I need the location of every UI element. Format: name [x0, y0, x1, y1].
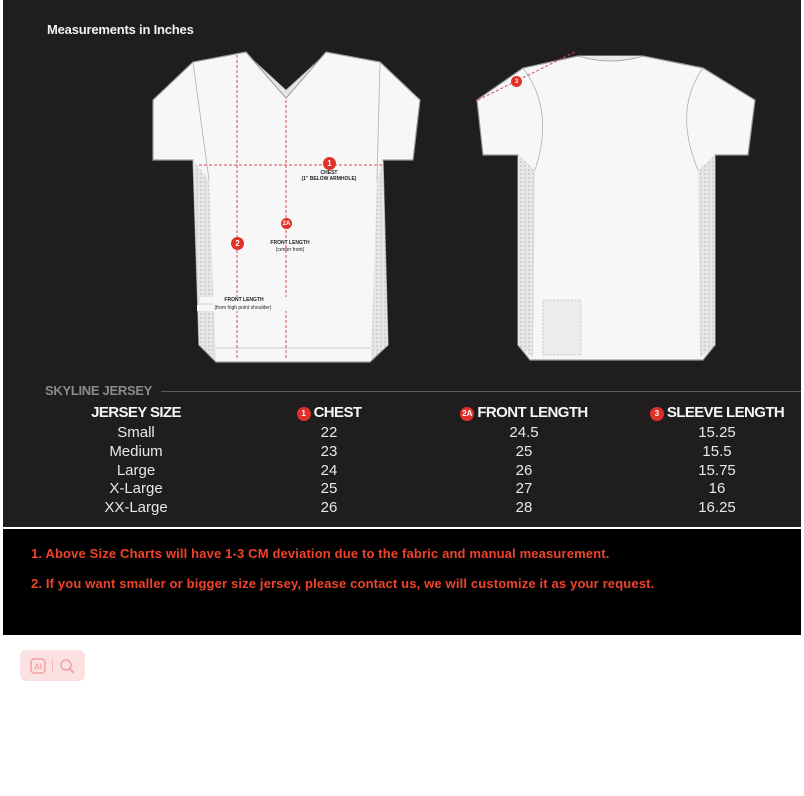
sleeve-length-cell: 16: [708, 480, 726, 497]
size-chart-image: [3, 0, 801, 527]
note-customize: 2. If you want smaller or bigger size jersey, please contact us, we will customize it as your request.: [31, 576, 655, 591]
sleeve-length-badge: 3: [650, 407, 664, 421]
chest-cell: 26: [320, 499, 338, 516]
front-side-marker: 2: [231, 237, 244, 250]
sleeve-length-cell: 15.5: [702, 443, 732, 460]
sleeve-length-cell: 15.25: [698, 424, 736, 441]
note-deviation: 1. Above Size Charts will have 1-3 CM deviation due to the fabric and manual measurement.: [31, 546, 610, 561]
size-cell: XX-Large: [104, 499, 168, 516]
chest-cell: 25: [320, 480, 338, 497]
front-center-marker: 2A: [281, 218, 292, 229]
image-tool-button[interactable]: [20, 650, 85, 681]
size-cell: X-Large: [109, 480, 163, 497]
front-length-badge: 2A: [460, 407, 474, 421]
table-row: [3, 442, 801, 461]
front-length-cell: 28: [515, 499, 533, 516]
column-header-sleeve-length: [637, 403, 797, 422]
table-row: [3, 461, 801, 480]
chest-badge: 1: [297, 407, 311, 421]
ai-icon[interactable]: [30, 658, 46, 674]
jersey-diagram: [3, 0, 801, 380]
front-center-note: (center front): [275, 247, 305, 253]
chest-marker: 1: [323, 157, 336, 170]
front-length-cell: 25: [515, 443, 533, 460]
sleeve-length-cell: 16.25: [698, 499, 736, 516]
section-name: SKYLINE JERSEY: [45, 383, 153, 398]
table-row: [3, 479, 801, 498]
chest-cell: 24: [320, 462, 338, 479]
zoom-icon[interactable]: [59, 658, 75, 674]
chest-cell: 22: [320, 424, 338, 441]
front-length-cell: 24.5: [509, 424, 539, 441]
chest-cell: 23: [320, 443, 338, 460]
back-jersey: [477, 52, 755, 360]
column-header-label: JERSEY SIZE: [91, 404, 181, 421]
sleeve-length-cell: 15.75: [698, 462, 736, 479]
front-length-cell: 26: [515, 462, 533, 479]
svg-text:AI: AI: [34, 662, 42, 671]
front-jersey: [153, 52, 420, 362]
front-center-label: FRONT LENGTH: [270, 240, 310, 246]
notes-banner: [3, 529, 801, 635]
table-header: [3, 403, 801, 422]
column-header-size: [56, 403, 216, 422]
chest-label: CHEST: [320, 170, 338, 176]
column-header-label: SLEEVE LENGTH: [666, 404, 785, 421]
front-length-cell: 27: [515, 480, 533, 497]
size-cell: Large: [116, 462, 156, 479]
jersey-drawing: [3, 0, 801, 380]
column-header-front-length: [444, 403, 604, 422]
table-row: [3, 498, 801, 517]
front-side-note: (from high point shoulder): [197, 305, 289, 311]
table-row: [3, 423, 801, 442]
column-header-chest: [249, 403, 409, 422]
sleeve-marker: 3: [511, 76, 522, 87]
front-side-label: FRONT LENGTH: [200, 297, 288, 303]
column-header-label: FRONT LENGTH: [477, 404, 588, 421]
size-cell: Small: [117, 424, 155, 441]
size-cell: Medium: [109, 443, 163, 460]
column-header-label: CHEST: [313, 404, 362, 421]
section-divider: [161, 391, 801, 392]
toolbar-separator: [52, 660, 53, 672]
chart-title: Measurements in Inches: [47, 22, 194, 37]
chest-note: (1" BELOW ARMHOLE): [301, 176, 357, 182]
